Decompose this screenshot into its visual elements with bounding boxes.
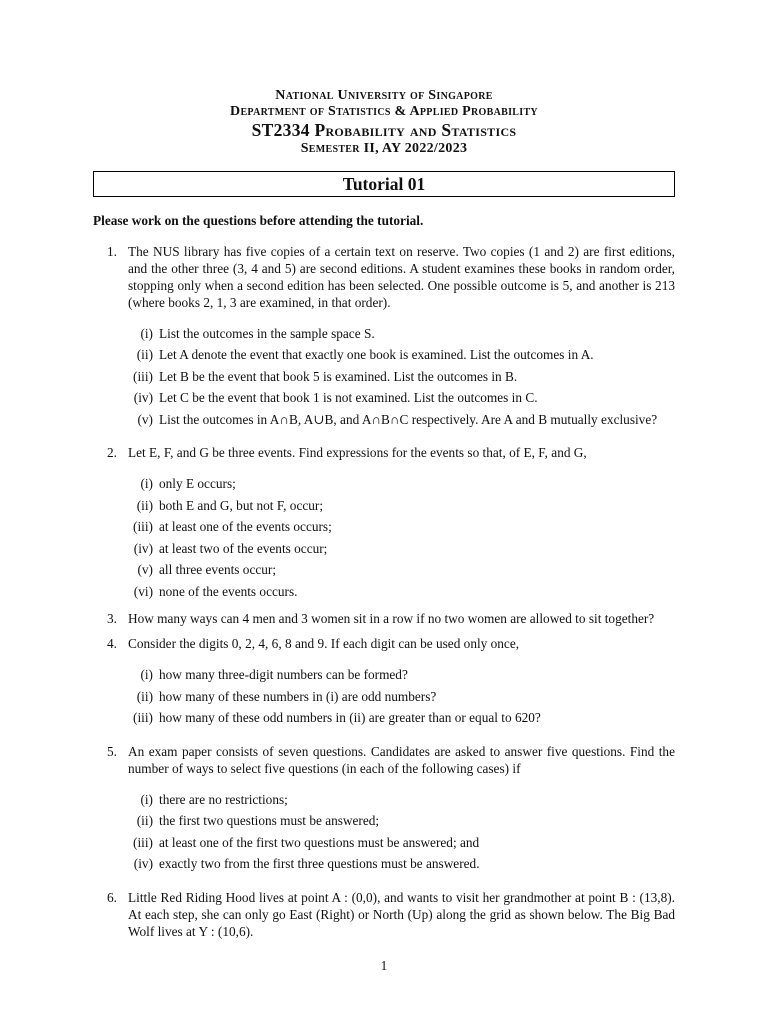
part-label: (i) xyxy=(140,476,153,492)
question-5 xyxy=(93,743,675,875)
question-number: 3. xyxy=(107,611,117,627)
document-page xyxy=(93,88,675,940)
instruction-text: Please work on the questions before attending the tutorial. xyxy=(93,212,424,228)
part-text: Let A denote the event that exactly one book is examined. List the outcomes in A. xyxy=(159,347,594,363)
university-name: National University of Singapore xyxy=(275,88,493,103)
part-text: Let C be the event that book 1 is not examined. List the outcomes in C. xyxy=(159,390,538,406)
part-label: (iv) xyxy=(133,856,153,872)
part-text: how many three-digit numbers can be formed? xyxy=(159,667,408,683)
question-text: Little Red Riding Hood lives at point A : (0,0), and wants to visit her grandmother at point B : (13,8). At each step, she can only go East (Right) or North (Up) along the grid as shown below. The Big Bad Wolf lives at Y : (10,6). xyxy=(128,889,675,939)
department-name: Department of Statistics & Applied Probability xyxy=(230,103,538,119)
part-text: at least one of the first two questions must be answered; and xyxy=(159,834,480,850)
part-label: (ii) xyxy=(136,347,153,363)
question-parts xyxy=(128,664,675,729)
question-number: 1. xyxy=(107,243,117,259)
question-part xyxy=(128,473,675,495)
question-number: 2. xyxy=(107,445,117,461)
part-text: the first two questions must be answered; xyxy=(159,813,380,829)
question-part xyxy=(128,686,675,708)
question-part xyxy=(128,344,675,366)
part-label: (iii) xyxy=(133,710,153,726)
part-text: how many of these odd numbers in (ii) are greater than or equal to 620? xyxy=(159,710,541,726)
part-label: (ii) xyxy=(136,497,153,513)
part-text: none of the events occurs. xyxy=(159,583,298,599)
document-header xyxy=(93,88,675,157)
part-text: only E occurs; xyxy=(159,476,236,492)
question-3 xyxy=(93,610,675,627)
question-part xyxy=(128,581,675,603)
part-label: (iv) xyxy=(133,390,153,406)
question-number: 4. xyxy=(107,636,117,652)
question-part xyxy=(128,810,675,832)
part-label: (i) xyxy=(140,791,153,807)
page-number: 1 xyxy=(380,958,388,973)
question-text: Let E, F, and G be three events. Find expressions for the events so that, of E, F, and G, xyxy=(128,445,587,461)
part-label: (i) xyxy=(140,325,153,341)
question-text: Consider the digits 0, 2, 4, 6, 8 and 9. If each digit can be used only once, xyxy=(128,636,520,652)
question-1 xyxy=(93,243,675,431)
part-text: exactly two from the first three questions must be answered. xyxy=(159,856,480,872)
part-text: List the outcomes in the sample space S. xyxy=(159,325,375,341)
part-label: (iii) xyxy=(133,834,153,850)
question-part xyxy=(128,789,675,811)
part-text: Let B be the event that book 5 is examined. List the outcomes in B. xyxy=(159,368,518,384)
part-label: (iv) xyxy=(133,540,153,556)
part-text: all three events occur; xyxy=(159,562,277,578)
question-part xyxy=(128,366,675,388)
part-text: List the outcomes in A∩B, A∪B, and A∩B∩C respectively. Are A and B mutually exclusive? xyxy=(159,411,658,427)
part-text: both E and G, but not F, occur; xyxy=(159,497,324,513)
semester-label: Semester II, AY 2022/2023 xyxy=(300,140,468,156)
part-label: (v) xyxy=(137,411,153,427)
question-part xyxy=(128,707,675,729)
question-2 xyxy=(93,444,675,602)
question-part xyxy=(128,387,675,409)
question-part xyxy=(128,832,675,854)
part-label: (v) xyxy=(137,562,153,578)
part-label: (vi) xyxy=(133,583,153,599)
question-part xyxy=(128,664,675,686)
part-label: (i) xyxy=(140,667,153,683)
question-text: The NUS library has five copies of a certain text on reserve. Two copies (1 and 2) are first editions, and the other three (3, 4 and 5) are second editions. A student examines these books in random order, stopping only when a second edition has been selected. One possible outcome is 5, and another is 213 (where books 2, 1, 3 are examined, in that order). xyxy=(128,243,675,310)
question-parts xyxy=(128,473,675,602)
question-text: How many ways can 4 men and 3 women sit in a row if no two women are allowed to sit together? xyxy=(128,611,655,627)
question-parts xyxy=(128,789,675,875)
question-part xyxy=(128,559,675,581)
part-label: (ii) xyxy=(136,688,153,704)
course-title: ST2334 Probability and Statistics xyxy=(251,120,517,141)
question-part xyxy=(128,495,675,517)
question-part xyxy=(128,409,675,431)
part-label: (ii) xyxy=(136,813,153,829)
question-number: 6. xyxy=(107,889,117,905)
question-part xyxy=(128,853,675,875)
part-text: there are no restrictions; xyxy=(159,791,288,807)
question-text: An exam paper consists of seven questions. Candidates are asked to answer five questions. Find the number of ways to select five questions (in each of the following cases) if xyxy=(128,743,675,776)
part-text: at least one of the events occurs; xyxy=(159,519,332,535)
question-parts xyxy=(128,323,675,431)
part-label: (iii) xyxy=(133,368,153,384)
question-part xyxy=(128,538,675,560)
tutorial-title: Tutorial 01 xyxy=(93,171,675,197)
question-number: 5. xyxy=(107,743,117,759)
question-part xyxy=(128,516,675,538)
question-6 xyxy=(93,889,675,940)
part-text: how many of these numbers in (i) are odd numbers? xyxy=(159,688,437,704)
question-part xyxy=(128,323,675,345)
part-label: (iii) xyxy=(133,519,153,535)
part-text: at least two of the events occur; xyxy=(159,540,328,556)
question-4 xyxy=(93,635,675,729)
